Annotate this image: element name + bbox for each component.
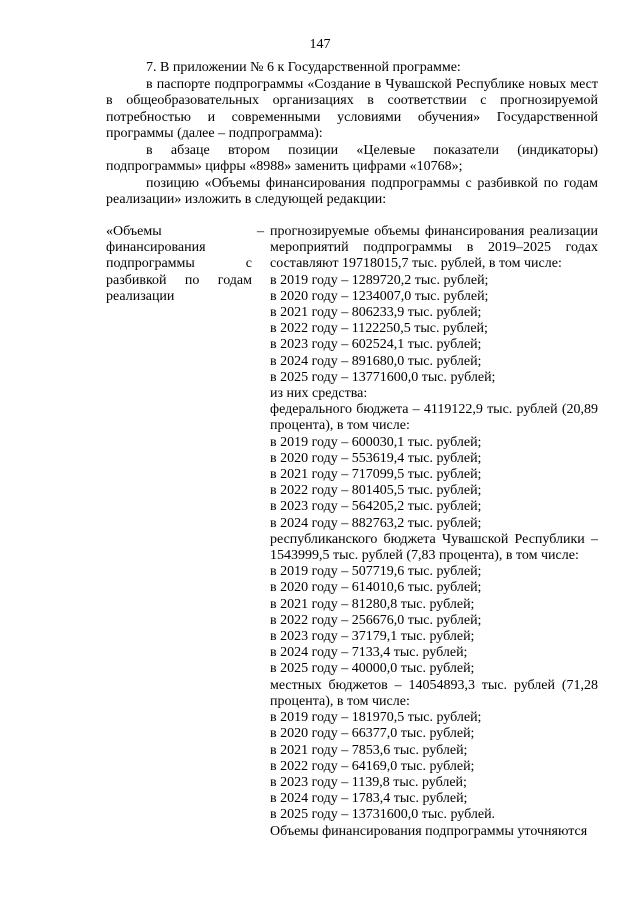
total-years-list <box>270 273 598 386</box>
year-line: в 2023 году – 564205,2 тыс. рублей; <box>270 499 482 515</box>
year-line: в 2022 году – 64169,0 тыс. рублей; <box>270 758 475 774</box>
year-line: в 2022 году – 801405,5 тыс. рублей; <box>270 483 482 499</box>
year-line: в 2020 году – 553619,4 тыс. рублей; <box>270 450 482 466</box>
intro-paragraph-3: в абзаце втором позиции «Целевые показатели (индикаторы) подпрограммы» цифры «8988» заменить цифрами «10768»; <box>106 142 598 174</box>
federal-budget: федерального бюджета – 4119122,9 тыс. рублей (20,89 процента), в том числе: <box>270 402 598 434</box>
republic-budget: республиканского бюджета Чувашской Республики – 1543999,5 тыс. рублей (7,83 процента), в том числе: <box>270 531 598 564</box>
closing-text: Объемы финансирования подпрограммы уточняются <box>270 823 588 839</box>
year-line: в 2021 году – 806233,9 тыс. рублей; <box>270 305 482 321</box>
financing-table <box>106 224 598 840</box>
republic-years-list <box>270 564 598 677</box>
year-line: в 2021 году – 7853,6 тыс. рублей; <box>270 742 468 758</box>
year-line: в 2021 году – 81280,8 тыс. рублей; <box>270 596 475 612</box>
financing-values-cell <box>264 224 598 840</box>
year-line: в 2024 году – 882763,2 тыс. рублей; <box>270 515 482 531</box>
intro-section <box>106 60 598 209</box>
intro-paragraph-2: в паспорте подпрограммы «Создание в Чувашской Республике новых мест в общеобразовательных организациях в соответствии с прогнозируемой потребностью и современными условиями обучения» Государственной программы (далее – подпрограмма): <box>106 76 598 141</box>
of-them-label: из них средства: <box>270 386 368 402</box>
year-line: в 2021 году – 717099,5 тыс. рублей; <box>270 467 482 483</box>
intro-paragraph-1: 7. В приложении № 6 к Государственной программе: <box>146 60 461 75</box>
year-line: в 2025 году – 13731600,0 тыс. рублей. <box>270 807 496 823</box>
year-line: в 2020 году – 614010,6 тыс. рублей; <box>270 580 482 596</box>
year-line: в 2025 году – 13771600,0 тыс. рублей; <box>270 369 496 385</box>
separator-dash: – <box>257 224 264 239</box>
year-line: в 2025 году – 40000,0 тыс. рублей; <box>270 661 475 677</box>
local-years-list <box>270 710 598 823</box>
year-line: в 2020 году – 66377,0 тыс. рублей; <box>270 726 475 742</box>
year-line: в 2022 году – 256676,0 тыс. рублей; <box>270 612 482 628</box>
financing-label: «Объемы финансирования подпрограммы с разбивкой по годам реализации <box>106 224 252 304</box>
year-line: в 2023 году – 37179,1 тыс. рублей; <box>270 629 475 645</box>
financing-label-cell <box>106 224 252 840</box>
year-line: в 2024 году – 1783,4 тыс. рублей; <box>270 791 468 807</box>
intro-paragraph-4: позицию «Объемы финансирования подпрограммы с разбивкой по годам реализации» изложить в следующей редакции: <box>106 175 598 207</box>
year-line: в 2019 году – 181970,5 тыс. рублей; <box>270 710 482 726</box>
federal-years-list <box>270 435 598 532</box>
local-budget: местных бюджетов – 14054893,3 тыс. рублей (71,28 процента), в том числе: <box>270 677 598 709</box>
year-line: в 2019 году – 600030,1 тыс. рублей; <box>270 434 482 450</box>
year-line: в 2024 году – 7133,4 тыс. рублей; <box>270 645 468 661</box>
year-line: в 2024 году – 891680,0 тыс. рублей; <box>270 353 482 369</box>
year-line: в 2020 году – 1234007,0 тыс. рублей; <box>270 288 489 304</box>
page-number: 147 <box>309 37 331 52</box>
total-amount: прогнозируемые объемы финансирования реализации мероприятий подпрограммы в 2019–2025 годах составляют 19718015,7 тыс. рублей, в том числе: <box>270 224 598 272</box>
year-line: в 2019 году – 1289720,2 тыс. рублей; <box>270 272 489 288</box>
year-line: в 2019 году – 507719,6 тыс. рублей; <box>270 564 482 580</box>
year-line: в 2022 году – 1122250,5 тыс. рублей; <box>270 321 488 337</box>
year-line: в 2023 году – 1139,8 тыс. рублей; <box>270 774 467 790</box>
year-line: в 2023 году – 602524,1 тыс. рублей; <box>270 337 482 353</box>
